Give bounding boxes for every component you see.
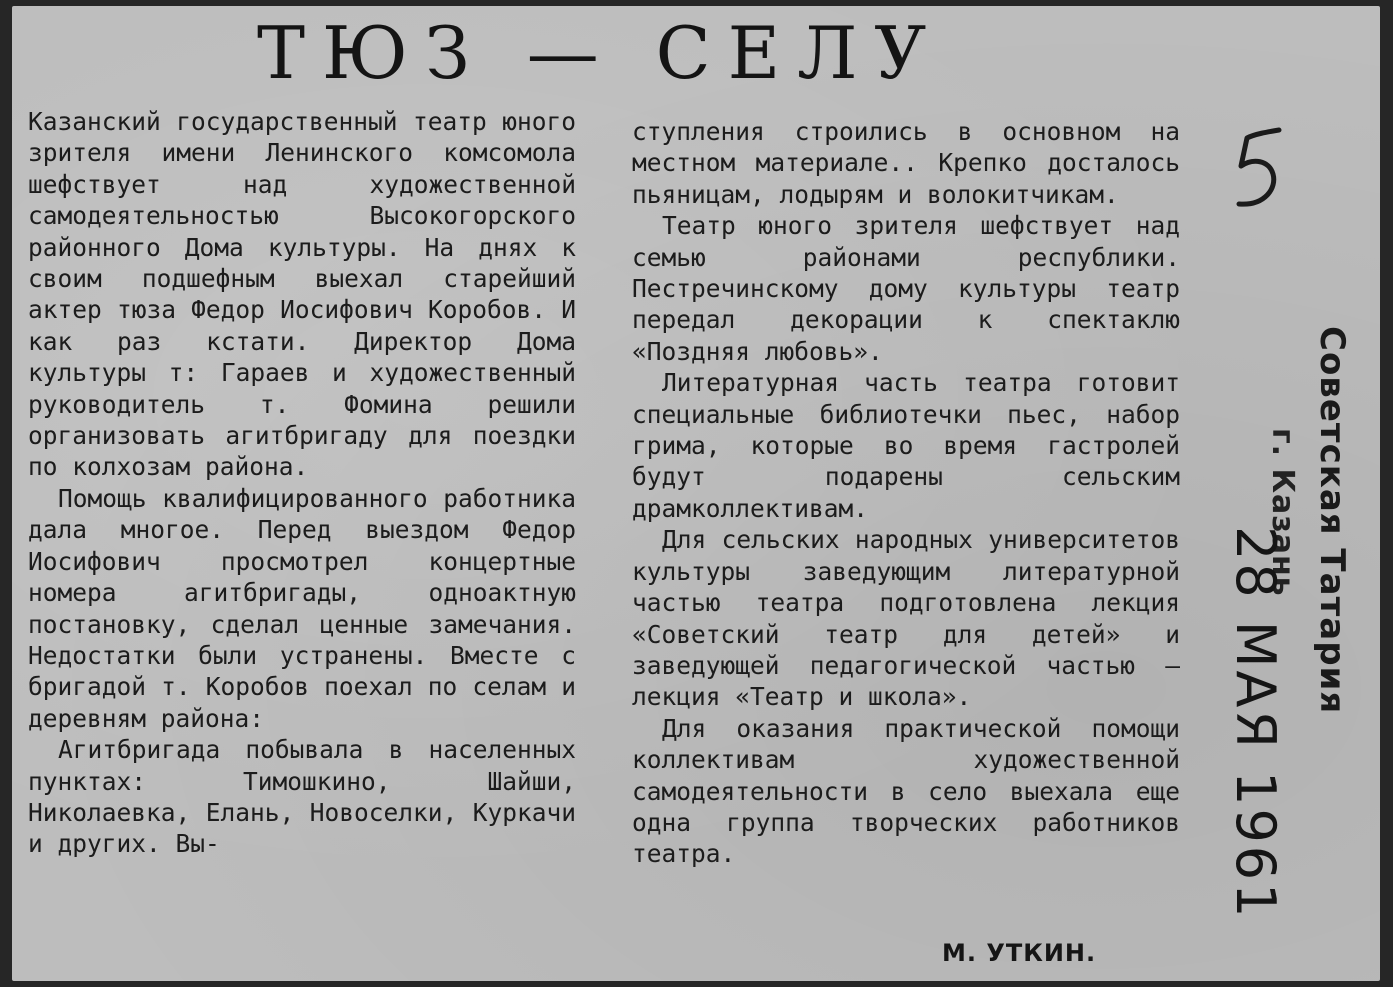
paragraph: Театр юного зрителя шефствует над семью районами республики. Пестречинскому дому культуры театр передал декорации к спектаклю «Поздняя любовь».: [632, 211, 1180, 366]
paragraph: Помощь квалифицированного работника дала многое. Перед выездом Федор Иосифович просмотрел концертные номера агитбригады, одноактную постановку, сделал ценные замечания. Недостатки были устранены. Вместе с бригадой т. Коробов поехал по селам и деревням района:: [28, 483, 576, 733]
stamp-city: г. Казань: [1265, 428, 1300, 597]
date-stamp: [1172, 526, 1302, 921]
paragraph: Агитбригада побывала в населенных пунктах: Тимошкино, Шайши, Николаевка, Елань, Новоселки, Куркачи и других. Вы-: [28, 735, 576, 859]
paragraph: Для сельских народных университетов культуры заведующим литературной частью театра подготовлена лекция «Советский театр для детей» и заведующей педагогической частью — лекция «Театр и школа».: [632, 525, 1180, 712]
article-title: ТЮЗ — СЕЛУ: [257, 11, 944, 95]
article-column-2: [632, 116, 1180, 870]
newspaper-clipping: [12, 6, 1380, 981]
date-stamp-text: 28 МАЯ 1961: [1224, 526, 1287, 921]
paragraph: Для оказания практической помощи коллективам художественной самодеятельности в село выехала еще одна группа творческих работников театра.: [632, 713, 1180, 869]
paragraph: Казанский государственный театр юного зрителя имени Ленинского комсомола шефствует над художественной самодеятельностью Высокогорского районного Дома культуры. На днях к своим подшефным выехал старейший актер тюза Федор Иосифович Коробов. И как раз кстати. Директор Дома культуры т: Гараев и художественный руководитель т. Фомина решили организовать агитбригаду для поездки по колхозам района.: [28, 107, 576, 482]
article-column-1: [28, 106, 576, 860]
paragraph: ступления строились в основном на местном материале.. Крепко досталось пьяницам, лодырям и волокитчикам.: [632, 117, 1180, 209]
handwritten-number-5: [1217, 124, 1297, 214]
stamp-newspaper-name: Советская Татария: [1312, 326, 1352, 715]
paragraph: Литературная часть театра готовит специальные библиотечки пьес, набор грима, которые во время гастролей будут подарены сельским драмколлективам.: [632, 368, 1180, 523]
author-signature: М. УТКИН.: [942, 939, 1097, 967]
